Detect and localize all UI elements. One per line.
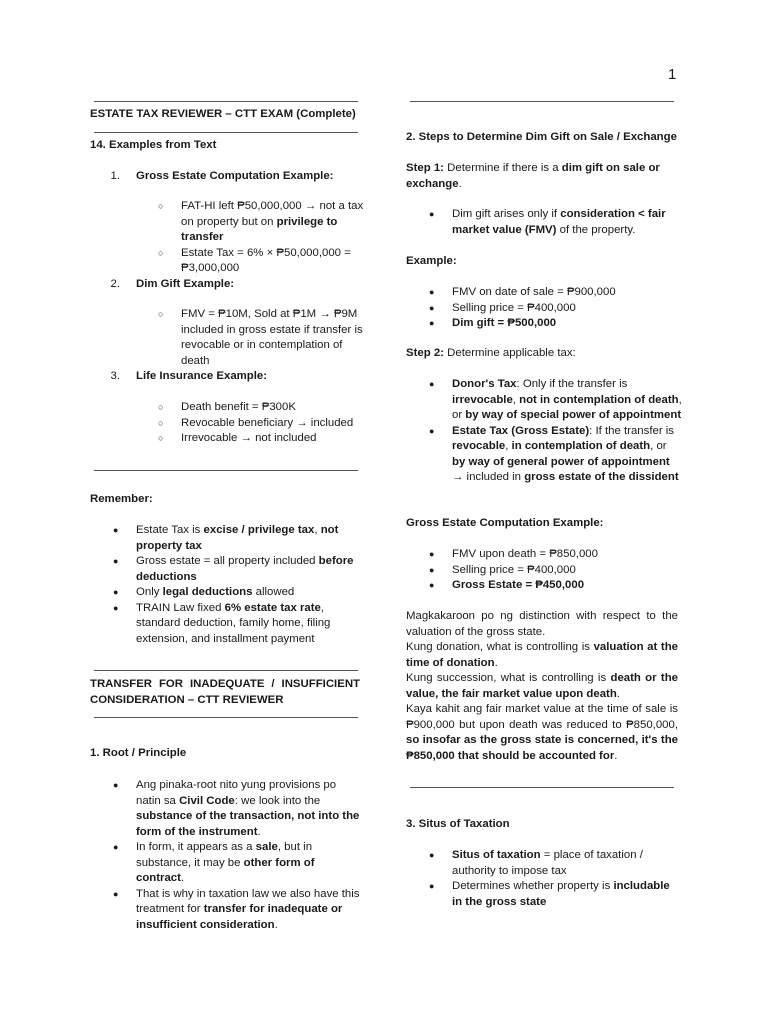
- list-item: ○ Irrevocable → not included: [181, 431, 366, 447]
- example-1-list: [181, 199, 366, 277]
- step-2: Step 2: Determine applicable tax:: [406, 347, 576, 359]
- step-1: Step 1: Determine if there is a dim gift on sale or exchange.: [406, 162, 660, 190]
- step-2-list: [452, 377, 682, 486]
- divider: [94, 132, 358, 133]
- steps-heading: 2. Steps to Determine Dim Gift on Sale / Exchange: [406, 131, 677, 143]
- divider: [410, 787, 674, 788]
- paragraph-line: Kung succession, what is controlling is death or the value, the fair market value upon death.: [406, 672, 678, 700]
- list-item: ● FMV on date of sale = ₱900,000: [452, 285, 678, 301]
- list-item: ● Dim gift arises only if consideration < fair market value (FMV) of the property.: [452, 207, 678, 238]
- situs-heading: 3. Situs of Taxation: [406, 818, 510, 830]
- right-column: [406, 0, 682, 1024]
- list-item: ● Determines whether property is includable in the gross state: [452, 879, 678, 910]
- paragraph-line: Magkakaroon po ng distinction with respect to the valuation of the gross state.: [406, 610, 678, 638]
- section-heading-14: 14. Examples from Text: [90, 139, 217, 151]
- list-item: ● Dim gift = ₱500,000: [452, 316, 678, 332]
- root-heading: 1. Root / Principle: [90, 747, 187, 759]
- list-number: 1.: [110, 170, 120, 182]
- divider: [94, 670, 358, 671]
- example-2-list: [181, 307, 366, 369]
- example-title: Dim Gift Example:: [136, 278, 235, 290]
- list-item: ● TRAIN Law fixed 6% estate tax rate, standard deduction, family home, filing extension, and installment payment: [136, 601, 362, 648]
- list-item: ● Estate Tax (Gross Estate): If the transfer is revocable, in contemplation of death, or by way of general power of appointment → included in gross estate of the dissident: [452, 424, 682, 486]
- example-list: [452, 285, 678, 332]
- list-item: ● That is why in taxation law we also have this treatment for transfer for inadequate or insufficient consideration.: [136, 887, 362, 934]
- root-list: [136, 778, 362, 933]
- remember-list: [136, 523, 362, 647]
- list-item: ● Only legal deductions allowed: [136, 585, 362, 601]
- list-item: ○ FMV = ₱10M, Sold at ₱1M → ₱9M included in gross estate if transfer is revocable or in contemplation of death: [181, 307, 366, 369]
- list-number: 2.: [110, 278, 120, 290]
- list-item: ● In form, it appears as a sale, but in substance, it may be other form of contract.: [136, 840, 362, 887]
- list-item: ○ Death benefit = ₱300K: [181, 400, 366, 416]
- list-number: 3.: [110, 370, 120, 382]
- divider: [94, 101, 358, 102]
- example-title: Life Insurance Example:: [136, 370, 268, 382]
- list-item: ● Gross Estate = ₱450,000: [452, 578, 678, 594]
- divider: [94, 470, 358, 471]
- doc-title: ESTATE TAX REVIEWER – CTT EXAM (Complete): [90, 108, 356, 120]
- list-item: ● Donor's Tax: Only if the transfer is irrevocable, not in contemplation of death, or by way of special power of appointment: [452, 377, 682, 424]
- example-heading: Example:: [406, 255, 457, 267]
- divider: [94, 717, 358, 718]
- remember-heading: Remember:: [90, 493, 153, 505]
- list-item: ● Estate Tax is excise / privilege tax, not property tax: [136, 523, 362, 554]
- page-number: 1: [668, 66, 677, 83]
- list-item: ● Gross estate = all property included before deductions: [136, 554, 362, 585]
- step-1-list: [452, 207, 678, 238]
- situs-list: [452, 848, 678, 910]
- divider: [410, 101, 674, 102]
- example-title: Gross Estate Computation Example:: [136, 170, 334, 182]
- gross-estate-list: [452, 547, 678, 594]
- list-item: ○ Revocable beneficiary → included: [181, 416, 366, 432]
- left-column: [90, 0, 364, 1024]
- gross-estate-heading: Gross Estate Computation Example:: [406, 517, 604, 529]
- list-item: ● Selling price = ₱400,000: [452, 301, 678, 317]
- transfer-title: TRANSFER FOR INADEQUATE / INSUFFICIENT CONSIDERATION – CTT REVIEWER: [90, 678, 360, 706]
- list-item: ● Ang pinaka-root nito yung provisions po natin sa Civil Code: we look into the substance of the transaction, not into the form of the instrument.: [136, 778, 362, 840]
- list-item: ○ FAT-HI left ₱50,000,000 → not a tax on property but on privilege to transfer: [181, 199, 366, 246]
- list-item: ● FMV upon death = ₱850,000: [452, 547, 678, 563]
- distinction-paragraph: [406, 609, 678, 764]
- list-item: ○ Estate Tax = 6% × ₱50,000,000 = ₱3,000,000: [181, 246, 366, 277]
- paragraph-line: Kung donation, what is controlling is valuation at the time of donation.: [406, 641, 678, 669]
- list-item: ● Selling price = ₱400,000: [452, 563, 678, 579]
- list-item: ● Situs of taxation = place of taxation / authority to impose tax: [452, 848, 678, 879]
- example-3-list: [181, 400, 366, 447]
- paragraph-line: Kaya kahit ang fair market value at the time of sale is ₱900,000 but upon death was reduced to ₱850,000, so insofar as the gross state is concerned, it's the ₱850,000 that should be accounted for.: [406, 703, 678, 762]
